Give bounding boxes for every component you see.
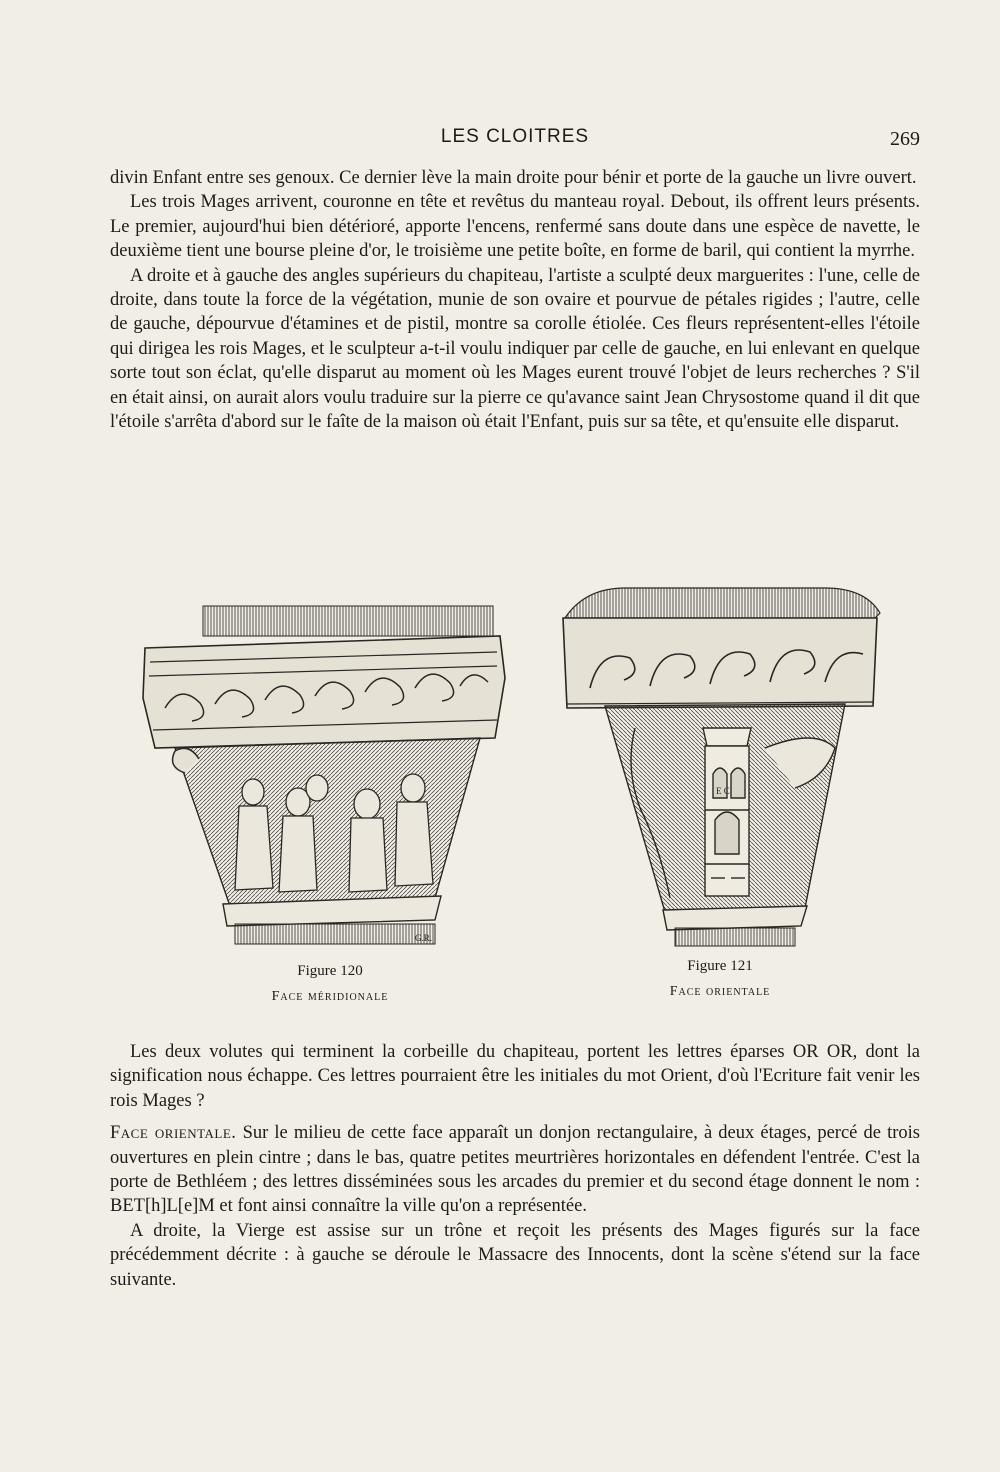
capital-engraving-east <box>555 578 885 950</box>
paragraph: A droite, la Vierge est assise sur un trône et reçoit les présents des Mages figurés sur la face précédemment décrite : à gauche se déroule le Massacre des Innocents, dont la scène s'étend sur la face suivante. <box>110 1220 920 1290</box>
paragraph-face-orientale <box>110 1121 920 1219</box>
paragraph: divin Enfant entre ses genoux. Ce dernier lève la main droite pour bénir et porte de la gauche un livre ouvert. <box>110 168 917 188</box>
figure-121-title: Face orientale <box>669 984 771 999</box>
paragraph: Les trois Mages arrivent, couronne en tête et revêtus du manteau royal. Debout, ils offrent leurs présents. Le premier, aujourd'hui bien détérioré, apporte l'encens, renfermé sans doute dans une espèce de navette, le deuxième tient une bourse pleine d'or, le troisième une petite boîte, en forme de baril, qui contient la myrrhe. <box>110 192 920 262</box>
figure-121-caption <box>570 956 870 1002</box>
figure-120-title: Face méridionale <box>271 989 389 1004</box>
figure-120-label: Figure 120 <box>297 963 363 979</box>
page-number: 269 <box>890 128 920 150</box>
figure-120-capital-illustration <box>135 598 515 950</box>
engraver-signature: G.R. <box>415 933 433 943</box>
running-title: LES CLOITRES <box>440 126 590 147</box>
paragraph: A droite et à gauche des angles supérieurs du chapiteau, l'artiste a sculpté deux marguerites : l'une, celle de droite, dans toute la force de la végétation, munie de son ovaire et pourvue de pétales rigides ; l'autre, celle de gauche, dépourvue d'étamines et de pistil, montre sa corolle étiolée. Ces fleurs représentent-elles l'étoile qui dirigea les rois Mages, et le sculpteur a-t-il voulu indiquer par celle de gauche, en lui enlevant en quelque sorte tout son éclat, qu'elle disparut au moment où les Mages eurent trouvé l'objet de leurs recherches ? S'il en était ainsi, on aurait alors voulu traduire sur la pierre ce qu'avance saint Jean Chrysostome quand il dit que l'étoile s'arrêta d'abord sur le faîte de la maison où était l'Enfant, puis sur sa tête, et qu'ensuite elle disparut. <box>110 265 920 433</box>
figure-121-capital-illustration <box>555 578 885 950</box>
paragraph: Les deux volutes qui terminent la corbeille du chapiteau, portent les lettres éparses OR OR, dont la signification nous échappe. Ces lettres pourraient être les initiales du mot Orient, d'où l'Ecriture fait venir les rois Mages ? <box>110 1042 920 1111</box>
figure-121-label: Figure 121 <box>687 958 753 974</box>
capital-engraving-south <box>135 598 515 950</box>
running-head <box>110 126 920 156</box>
figure-120-caption <box>180 961 480 1007</box>
body-text-top <box>110 166 920 434</box>
body-text-bottom <box>110 1040 920 1292</box>
paragraph-text: Sur le milieu de cette face apparaît un donjon rectangulaire, à deux étages, percé de trois ouvertures en plein cintre ; dans le bas, quatre petites meurtrières horizontales en défendent l'entrée. C'est la porte de Bethléem ; des lettres disséminées sous les arcades du premier et du second étage donnent le nom : BET[h]L[e]M et font ainsi connaître la ville qu'on a représentée. <box>110 1123 920 1217</box>
section-lead-face-orientale: Face orientale. <box>110 1123 237 1144</box>
tower-letters: E C <box>716 786 730 796</box>
